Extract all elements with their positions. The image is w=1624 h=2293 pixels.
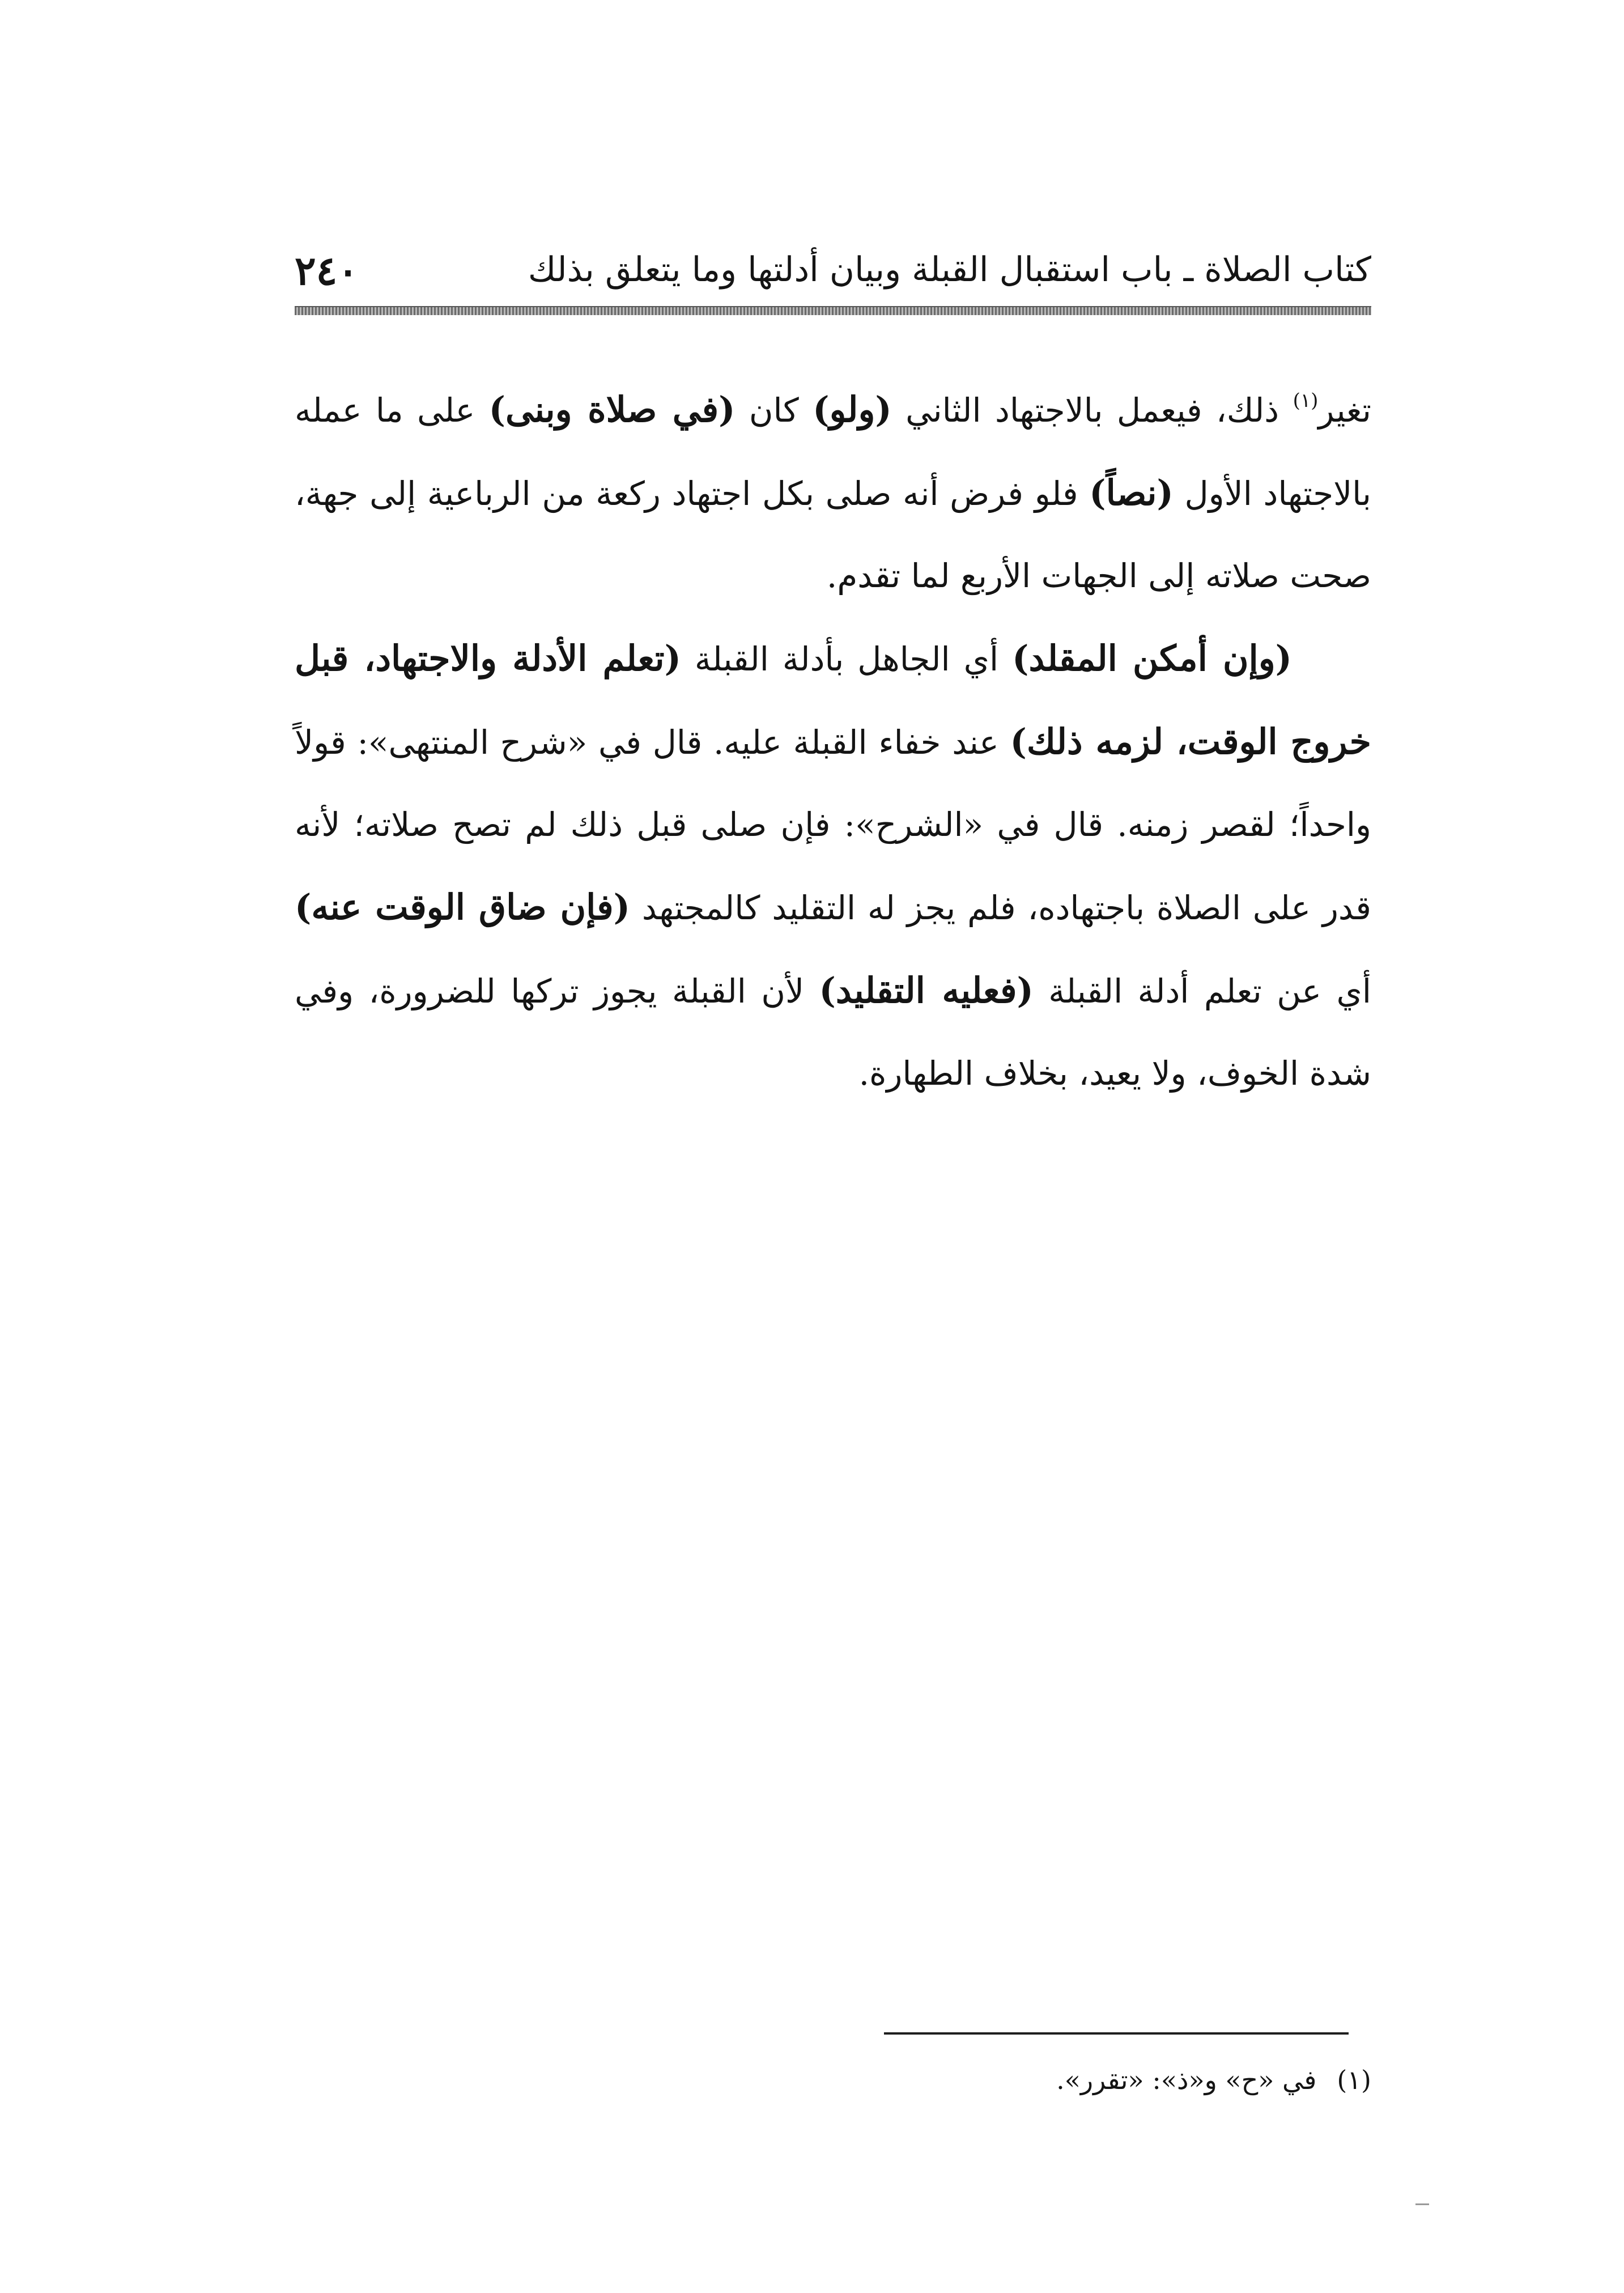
matn-text: (في صلاة وبنى) xyxy=(488,389,736,430)
matn-text: (فعليه التقليد) xyxy=(819,970,1034,1011)
header-rule xyxy=(295,306,1371,315)
footnote-number: (١) xyxy=(1337,2065,1371,2095)
paragraph-1 xyxy=(295,368,1371,617)
text-run: كان xyxy=(735,391,813,430)
running-header xyxy=(295,244,1371,306)
matn-text: (وإن أمكن المقلد) xyxy=(1012,638,1292,679)
matn-text: (فإن ضاق الوقت عنه) xyxy=(295,886,631,928)
text-run: تغير xyxy=(1318,391,1371,430)
matn-text: (نصاً) xyxy=(1089,472,1174,513)
page-number: ٢٤٠ xyxy=(295,247,359,294)
text-run: عند خفاء القبلة عليه. قال في «شرح المنتهى»: قولاً واحداً؛ لقصر زمنه. قال في «الشرح»: فإن صلى قبل ذلك لم تصح صلاته؛ لأنه قدر على الصلاة باجتهاده، فلم يجز له التقليد كالمجتهد xyxy=(295,723,1371,927)
paragraph-2 xyxy=(295,617,1371,1115)
text-run: فلو فرض أنه صلى بكل اجتهاد ركعة من الرباعية إلى جهة، صحت صلاته إلى الجهات الأربع لما تقدم. xyxy=(295,474,1371,595)
text-run: أي عن تعلم أدلة القبلة xyxy=(1033,972,1372,1010)
footnote-reference[interactable]: (١) xyxy=(1293,389,1319,412)
text-run: ذلك، فيعمل بالاجتهاد الثاني xyxy=(891,391,1293,430)
matn-text: (تعلم الأدلة والاجتهاد، قبل خروج الوقت، لزمه ذلك) xyxy=(295,638,1371,762)
text-run: على ما عمله بالاجتهاد الأول xyxy=(295,391,1371,513)
text-run: لأن القبلة يجوز تركها للضرورة، وفي شدة الخوف، ولا يعيد، بخلاف الطهارة. xyxy=(295,972,1371,1093)
footnote xyxy=(737,2057,1371,2103)
matn-text: (ولو) xyxy=(813,389,892,430)
text-run: أي الجاهل بأدلة القبلة xyxy=(681,640,1013,678)
scan-mark xyxy=(1415,2203,1429,2205)
footnote-separator xyxy=(884,2032,1349,2035)
main-text xyxy=(295,368,1371,1115)
footnote-text: في «ح» و«ذ»: «تقرر». xyxy=(1056,2065,1317,2095)
chapter-title: كتاب الصلاة ـ باب استقبال القبلة وبيان أدلتها وما يتعلق بذلك xyxy=(528,250,1371,290)
